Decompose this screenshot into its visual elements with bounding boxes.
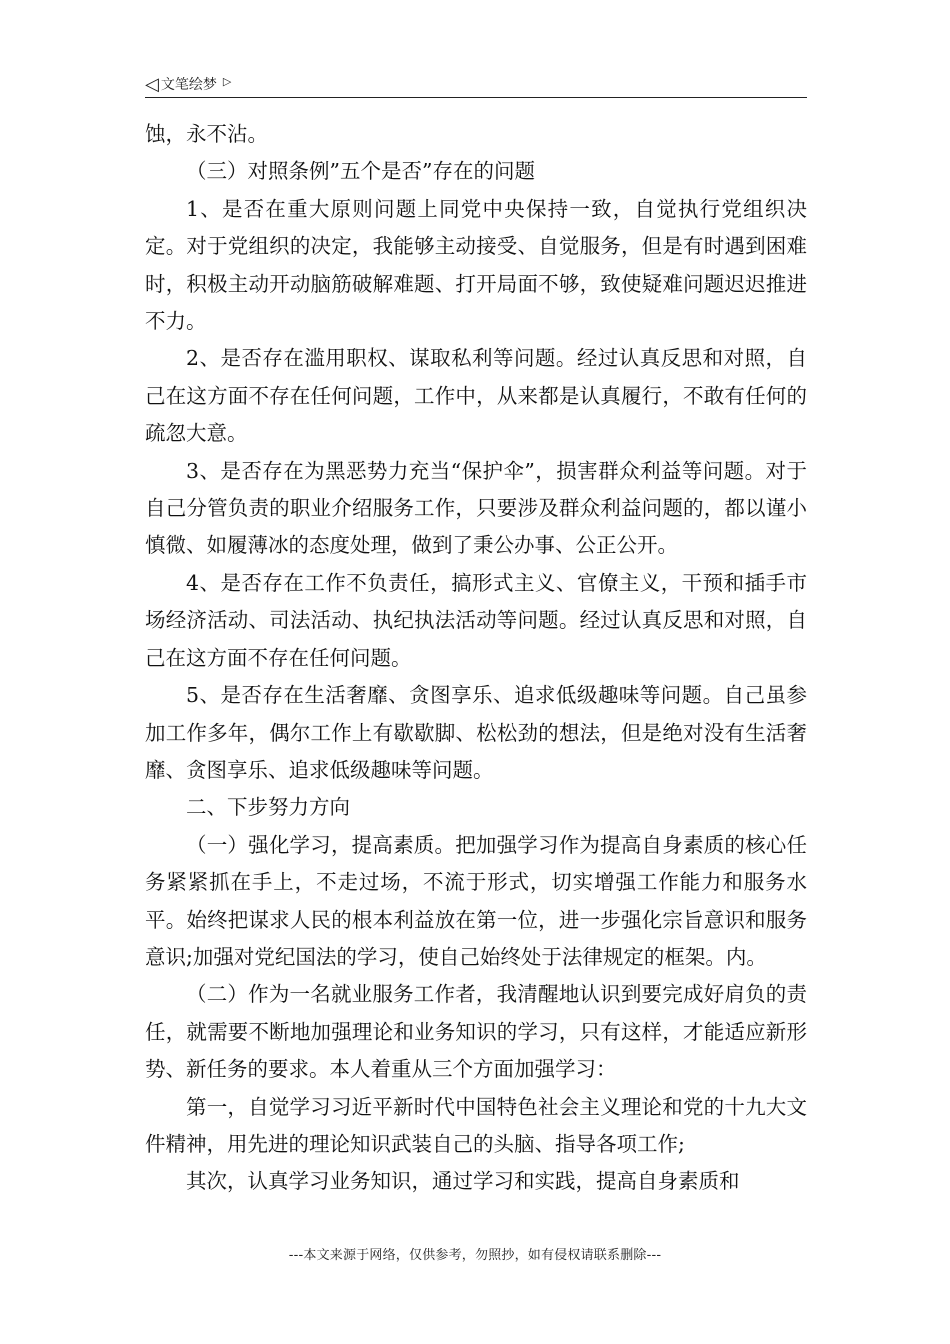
paragraph-8: （一）强化学习，提高素质。把加强学习作为提高自身素质的核心任务紧紧抓在手上，不走过场，不流于形式，切实增强工作能力和服务水平。始终把谋求人民的根本利益放在第一位，进一步强化宗旨意识和服务意识;加强对党纪国法的学习，使自己始终处于法律规定的框架。内。 bbox=[145, 832, 807, 969]
paragraph-6: 5、是否存在生活奢靡、贪图享乐、追求低级趣味等问题。自己虽参加工作多年，偶尔工作上有歇歇脚、松松劲的想法，但是绝对没有生活奢靡、贪图享乐、追求低级趣味等问题。 bbox=[145, 683, 807, 782]
paragraph-7: 二、下步努力方向 bbox=[186, 795, 350, 820]
paragraph-11: 其次，认真学习业务知识，通过学习和实践，提高自身素质和 bbox=[186, 1169, 740, 1194]
paragraph-10: 第一，自觉学习习近平新时代中国特色社会主义理论和党的十九大文件精神，用先进的理论知识武装自己的头脑、指导各项工作; bbox=[145, 1094, 807, 1156]
page-header bbox=[145, 74, 807, 98]
paragraph-0: 蚀，永不沾。 bbox=[145, 122, 268, 146]
right-triangle-icon: ▷ bbox=[222, 75, 232, 88]
left-triangle-icon: ◁ bbox=[145, 74, 159, 95]
paragraph-4: 3、是否存在为黑恶势力充当“保护伞”，损害群众利益等问题。对于自己分管负责的职业介绍服务工作，只要涉及群众利益问题的，都以谨小慎微、如履薄冰的态度处理，做到了秉公办事、公正公开。 bbox=[145, 458, 807, 558]
paragraph-2: 1、是否在重大原则问题上同党中央保持一致，自觉执行党组织决定。对于党组织的决定，我能够主动接受、自觉服务，但是有时遇到困难时，积极主动开动脑筋破解难题、打开局面不够，致使疑难问题迟迟推进不力。 bbox=[145, 196, 807, 334]
paragraph-9: （二）作为一名就业服务工作者，我清醒地认识到要完成好肩负的责任，就需要不断地加强理论和业务知识的学习，只有这样，才能适应新形势、新任务的要求。本人着重从三个方面加强学习： bbox=[145, 982, 807, 1082]
document-body bbox=[145, 116, 807, 1201]
page-footer-disclaimer: ---本文来源于网络，仅供参考，勿照抄，如有侵权请联系删除--- bbox=[288, 1248, 662, 1263]
paragraph-1: （三）对照条例”五个是否”存在的问题 bbox=[186, 159, 535, 184]
paragraph-3: 2、是否存在滥用职权、谋取私利等问题。经过认真反思和对照，自己在这方面不存在任何问题，工作中，从来都是认真履行，不敢有任何的疏忽大意。 bbox=[145, 346, 807, 446]
header-title: 文笔绘梦 bbox=[160, 77, 217, 93]
paragraph-5: 4、是否存在工作不负责任，搞形式主义、官僚主义，干预和插手市场经济活动、司法活动、执纪执法活动等问题。经过认真反思和对照，自己在这方面不存在任何问题。 bbox=[145, 570, 807, 670]
